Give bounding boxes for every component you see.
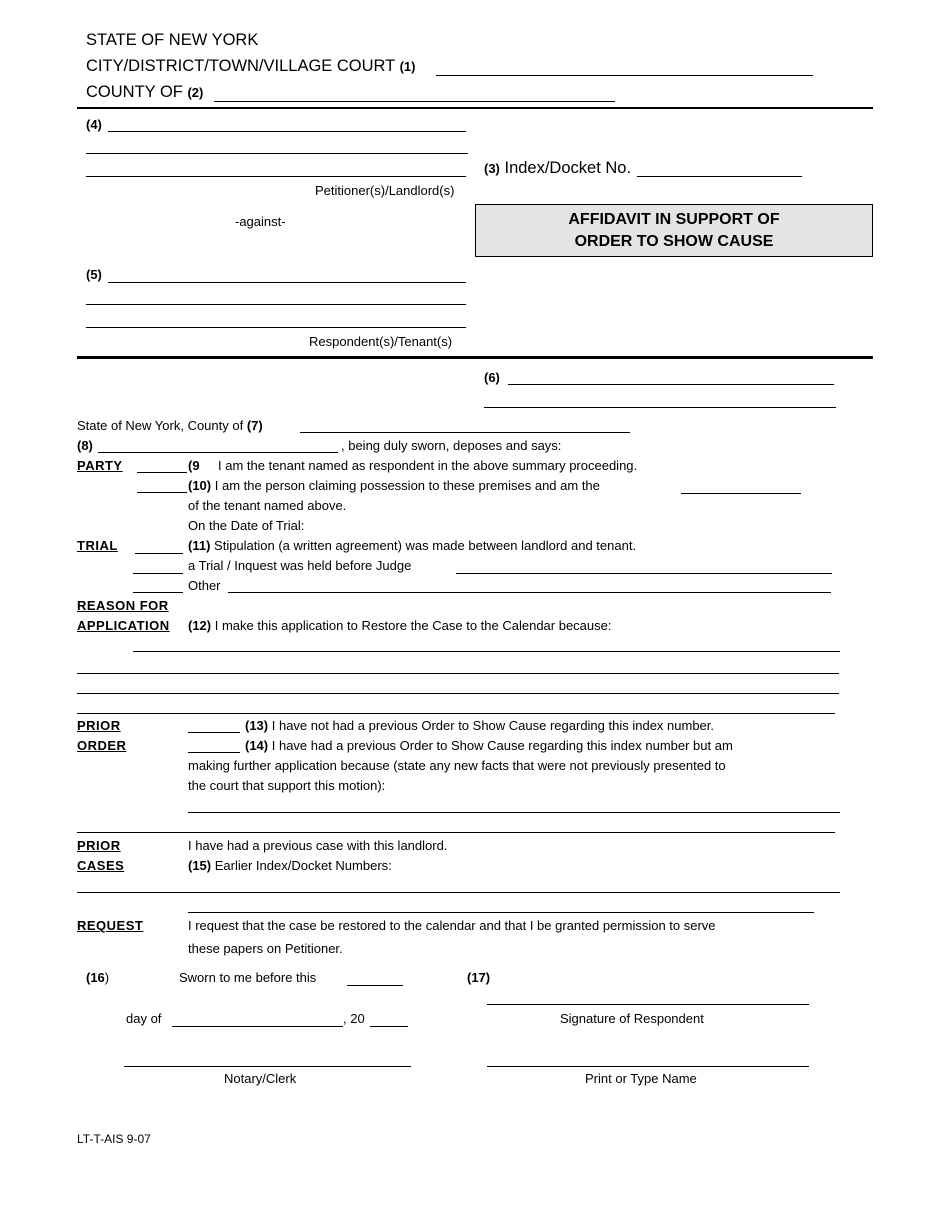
court-field-number: (1) — [399, 59, 416, 74]
field-6-input[interactable] — [508, 366, 836, 384]
reason-line-1[interactable] — [133, 651, 840, 652]
oath-county-number: (7) — [246, 418, 263, 433]
caption-divider — [77, 356, 873, 359]
petitioner-field-number: (4) — [86, 117, 102, 132]
sworn-day-input[interactable] — [347, 967, 405, 985]
respondent-name-input[interactable] — [108, 264, 468, 282]
court-name-input[interactable] — [436, 57, 814, 75]
item-16-number-text: (16 — [86, 970, 105, 985]
respondent-signature-line[interactable] — [487, 1004, 809, 1005]
signature-label: Signature of Respondent — [560, 1011, 704, 1026]
prior-cases-text: I have had a previous case with this landlord. — [188, 838, 448, 853]
notary-label: Notary/Clerk — [224, 1071, 297, 1086]
reason-heading-2: APPLICATION — [77, 618, 170, 633]
item-14-line — [245, 738, 733, 754]
item-10-number: (10) — [188, 478, 212, 493]
check-10-line[interactable] — [137, 492, 187, 493]
index-number-input[interactable] — [637, 158, 803, 176]
trial-heading: TRIAL — [77, 538, 118, 553]
prior-cases-line-2[interactable] — [188, 912, 814, 913]
prior-cases-heading-1: PRIOR — [77, 838, 121, 853]
header-court — [86, 57, 415, 76]
against-text: -against- — [235, 214, 286, 229]
form-id: LT-T-AIS 9-07 — [77, 1132, 151, 1146]
header-state: STATE OF NEW YORK — [86, 31, 259, 49]
header-divider — [77, 107, 873, 109]
item-15-text: Earlier Index/Docket Numbers: — [214, 858, 392, 873]
item-12-number: (12) — [188, 618, 212, 633]
year-prefix: , 20 — [343, 1011, 365, 1026]
deponent-field-number: (8) — [77, 438, 93, 453]
item-12-line — [188, 618, 611, 634]
item-10-continued: of the tenant named above. — [188, 498, 347, 513]
item-11-text: Stipulation (a written agreement) was made between landlord and tenant. — [214, 538, 637, 553]
document-title — [475, 204, 873, 257]
item-14-continued-1: making further application because (state any new facts that were not previously presented to — [188, 758, 726, 773]
check-11-line[interactable] — [135, 553, 183, 554]
party-heading: PARTY — [77, 458, 123, 473]
sworn-before-text: Sworn to me before this — [179, 970, 317, 985]
print-name-label: Print or Type Name — [585, 1071, 697, 1086]
reason-line-3[interactable] — [77, 693, 839, 694]
index-label-text: Index/Docket No. — [504, 159, 632, 177]
item-15-number: (15) — [188, 858, 212, 873]
judge-text: a Trial / Inquest was held before Judge — [188, 558, 412, 573]
check-judge-line[interactable] — [133, 573, 183, 574]
judge-name-input[interactable] — [456, 555, 834, 573]
respondent-field-number: (5) — [86, 267, 102, 282]
request-heading: REQUEST — [77, 918, 144, 933]
title-line-2: ORDER TO SHOW CAUSE — [574, 233, 774, 250]
field-6-number: (6) — [484, 370, 500, 385]
other-text: Other — [188, 578, 221, 593]
reason-line-4[interactable] — [77, 713, 835, 714]
oath-county-line — [77, 418, 263, 434]
check-other-line[interactable] — [133, 592, 183, 593]
item-16-number — [86, 970, 109, 986]
petitioner-label: Petitioner(s)/Landlord(s) — [315, 183, 455, 198]
print-name-line[interactable] — [487, 1066, 809, 1067]
prior-cases-line-1[interactable] — [77, 892, 840, 893]
prior-order-line-1[interactable] — [188, 812, 840, 813]
item-14-number: (14) — [245, 738, 269, 753]
item-10-text: I am the person claiming possession to these premises and am the — [214, 478, 600, 493]
item-9-number: (9 — [188, 458, 200, 473]
reason-line-2[interactable] — [77, 673, 839, 674]
item-13-line — [245, 718, 714, 734]
day-of-text: day of — [126, 1011, 162, 1026]
index-docket-label — [484, 160, 631, 177]
item-11-line — [188, 538, 636, 554]
oath-county-text: State of New York, County of — [77, 418, 244, 433]
title-line-1: AFFIDAVIT IN SUPPORT OF — [568, 211, 780, 228]
petitioner-name-input[interactable] — [108, 113, 468, 131]
relationship-input[interactable] — [681, 475, 803, 493]
reason-heading-1: REASON FOR — [77, 598, 169, 613]
item-10-line — [188, 478, 600, 494]
check-9-line[interactable] — [137, 472, 187, 473]
item-16-paren: ) — [104, 970, 110, 985]
index-field-number: (3) — [484, 161, 500, 176]
request-text-2: these papers on Petitioner. — [188, 941, 343, 956]
item-12-text: I make this application to Restore the Case to the Calendar because: — [214, 618, 612, 633]
item-17-number: (17) — [467, 970, 491, 985]
deponent-name-input[interactable] — [98, 434, 340, 452]
item-13-number: (13) — [245, 718, 269, 733]
prior-cases-heading-2: CASES — [77, 858, 125, 873]
month-input[interactable] — [172, 1008, 344, 1026]
trial-date-text: On the Date of Trial: — [188, 518, 305, 533]
respondent-label: Respondent(s)/Tenant(s) — [309, 334, 453, 349]
year-input[interactable] — [370, 1008, 410, 1026]
item-13-text: I have not had a previous Order to Show Cause regarding this index number. — [271, 718, 715, 733]
sworn-text: , being duly sworn, deposes and says: — [341, 438, 562, 453]
oath-county-input[interactable] — [300, 414, 632, 432]
prior-order-line-2[interactable] — [77, 832, 835, 833]
item-9-text: I am the tenant named as respondent in the above summary proceeding. — [218, 458, 638, 473]
check-14-line[interactable] — [188, 752, 240, 753]
county-name-input[interactable] — [214, 83, 616, 101]
notary-signature-line[interactable] — [124, 1066, 411, 1067]
prior-order-heading-1: PRIOR — [77, 718, 121, 733]
court-label: CITY/DISTRICT/TOWN/VILLAGE COURT — [86, 57, 395, 75]
item-15-line — [188, 858, 392, 874]
other-input[interactable] — [228, 574, 833, 592]
item-11-number: (11) — [188, 538, 211, 553]
county-field-number: (2) — [187, 85, 204, 100]
item-14-continued-2: the court that support this motion): — [188, 778, 386, 793]
county-label: COUNTY OF — [86, 83, 183, 101]
check-13-line[interactable] — [188, 732, 240, 733]
item-14-text: I have had a previous Order to Show Cause regarding this index number but am — [271, 738, 733, 753]
request-text-1: I request that the case be restored to the calendar and that I be granted permission to serve — [188, 918, 716, 933]
prior-order-heading-2: ORDER — [77, 738, 127, 753]
header-county — [86, 83, 203, 102]
